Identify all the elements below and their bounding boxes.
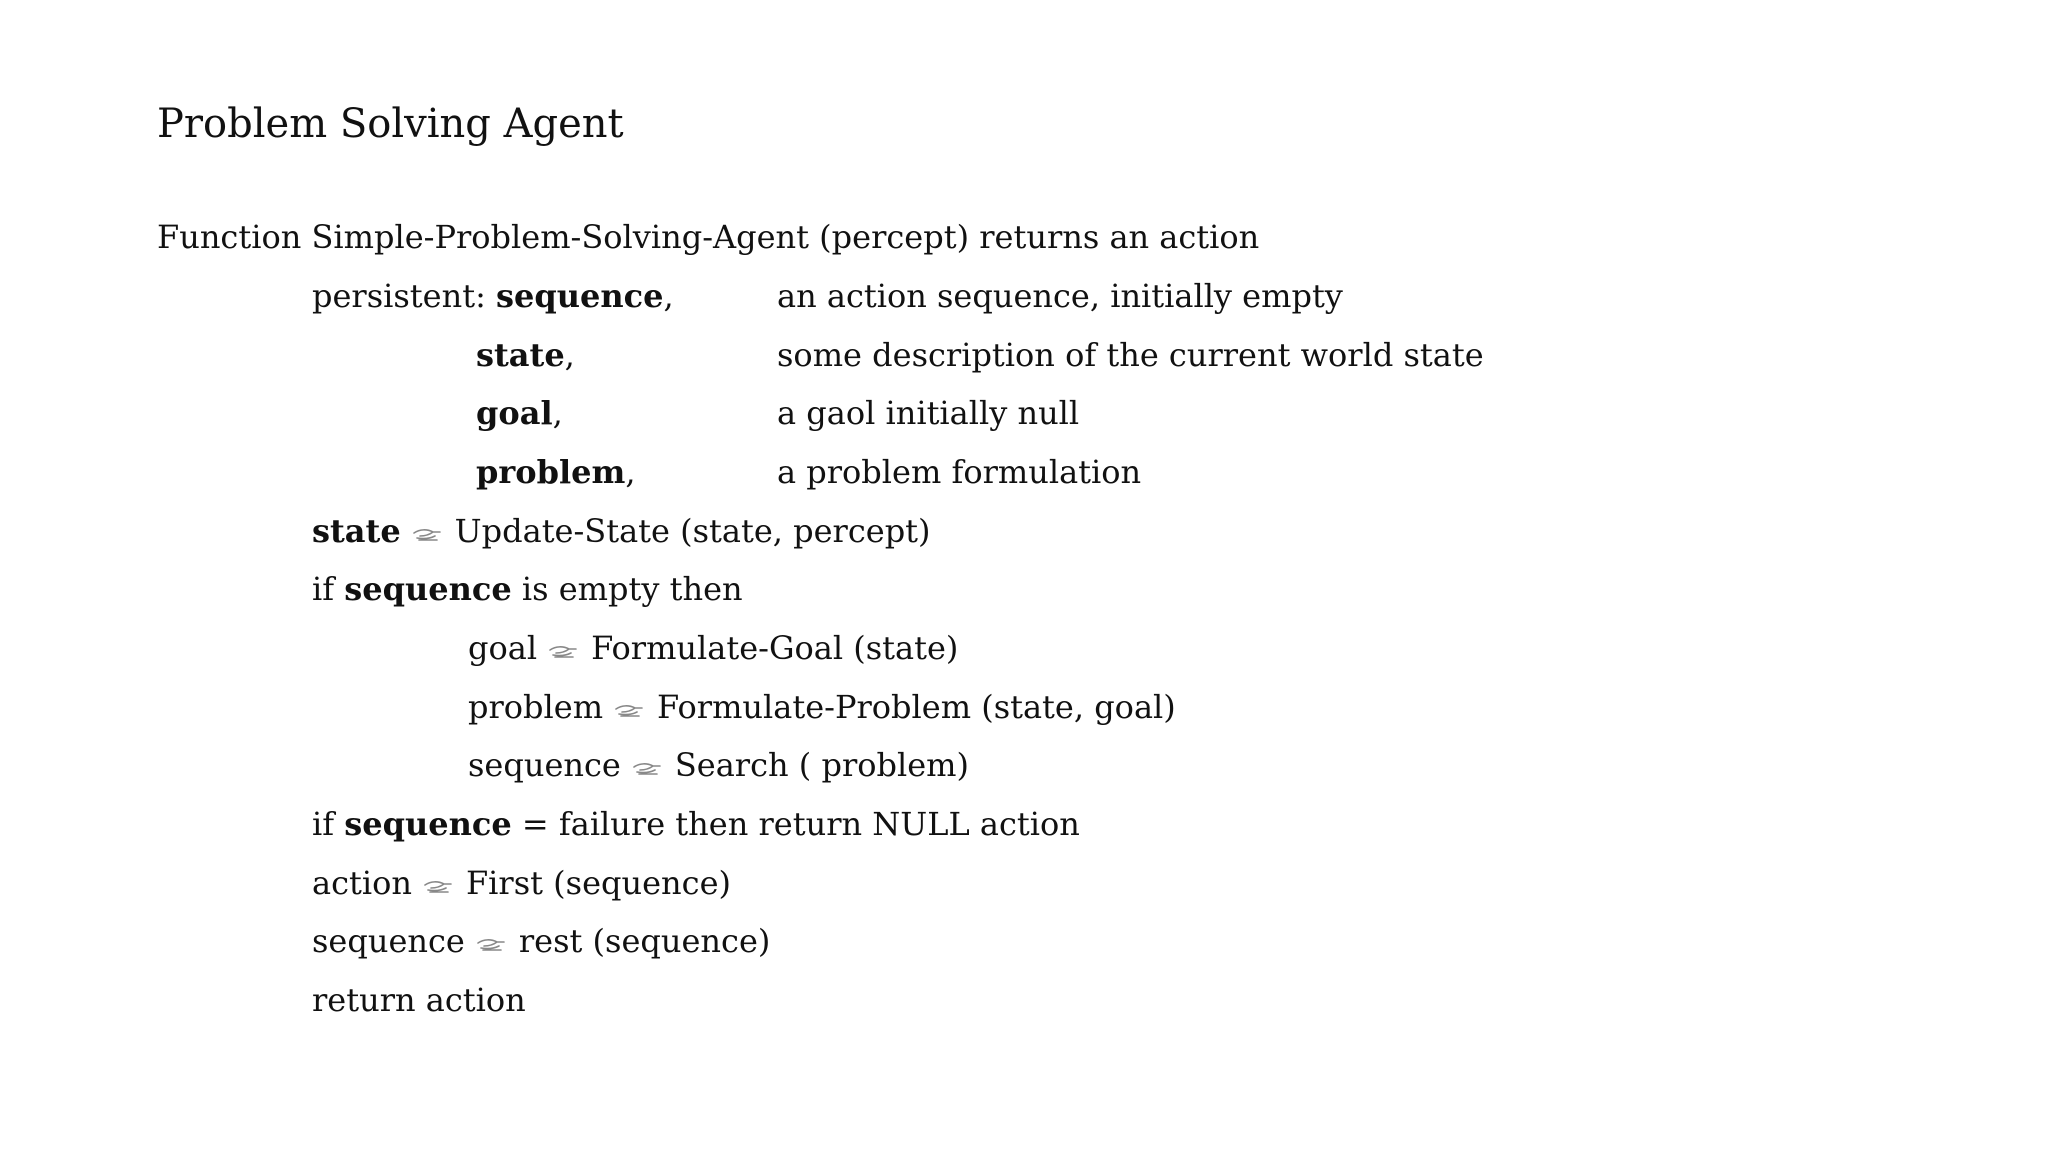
var-sequence: sequence (344, 570, 512, 608)
rhs-expr: Formulate-Goal (state) (591, 629, 959, 667)
lhs-var: sequence (312, 922, 465, 960)
persistent-label: persistent: (312, 277, 486, 315)
hand-pointing-arrow-icon (475, 934, 507, 954)
function-header: Function Simple-Problem-Solving-Agent (percept) returns an action (157, 218, 1260, 256)
code-line-update-state (312, 509, 931, 553)
hand-pointing-arrow-icon (613, 700, 645, 720)
rhs-expr: rest (sequence) (518, 922, 771, 960)
hand-pointing-arrow-icon (422, 876, 454, 896)
code-line-formulate-problem (468, 685, 1176, 729)
hand-pointing-arrow-icon (631, 758, 663, 778)
rhs-expr: Update-State (state, percept) (454, 512, 931, 550)
code-line-search (468, 743, 969, 787)
page-title: Problem Solving Agent (157, 101, 624, 147)
var-desc-goal: a gaol initially null (777, 394, 1080, 432)
rhs-expr: First (sequence) (465, 864, 731, 902)
keyword-if: if (312, 570, 335, 608)
lhs-var: state (312, 512, 401, 550)
var-name-sequence: sequence (496, 277, 664, 315)
code-line-if-failure (312, 802, 1080, 846)
var-sep: , (625, 453, 636, 491)
var-sequence: sequence (344, 805, 512, 843)
var-desc-state: some description of the current world state (777, 336, 1484, 374)
rhs-expr: Search ( problem) (674, 746, 969, 784)
var-sep: , (564, 336, 575, 374)
lhs-var: action (312, 864, 412, 902)
var-name-state: state (476, 336, 565, 374)
persistent-line-state (476, 333, 575, 377)
rhs-expr: Formulate-Problem (state, goal) (657, 688, 1176, 726)
code-line-return: return action (312, 981, 526, 1019)
code-line-first (312, 861, 731, 905)
lhs-var: goal (468, 629, 538, 667)
code-line-formulate-goal (468, 626, 958, 670)
code-line-if-empty (312, 567, 743, 611)
code-line-rest (312, 919, 770, 963)
lhs-var: problem (468, 688, 604, 726)
condition-text: = failure then return NULL action (521, 805, 1080, 843)
persistent-line-sequence (312, 274, 674, 318)
var-name-goal: goal (476, 394, 553, 432)
var-sep: , (552, 394, 563, 432)
persistent-line-goal (476, 391, 563, 435)
hand-pointing-arrow-icon (547, 641, 579, 661)
keyword-if: if (312, 805, 335, 843)
condition-text: is empty then (521, 570, 743, 608)
persistent-line-problem (476, 450, 636, 494)
var-desc-sequence: an action sequence, initially empty (777, 277, 1343, 315)
lhs-var: sequence (468, 746, 621, 784)
var-sep: , (663, 277, 674, 315)
hand-pointing-arrow-icon (411, 524, 443, 544)
var-name-problem: problem (476, 453, 626, 491)
var-desc-problem: a problem formulation (777, 453, 1142, 491)
